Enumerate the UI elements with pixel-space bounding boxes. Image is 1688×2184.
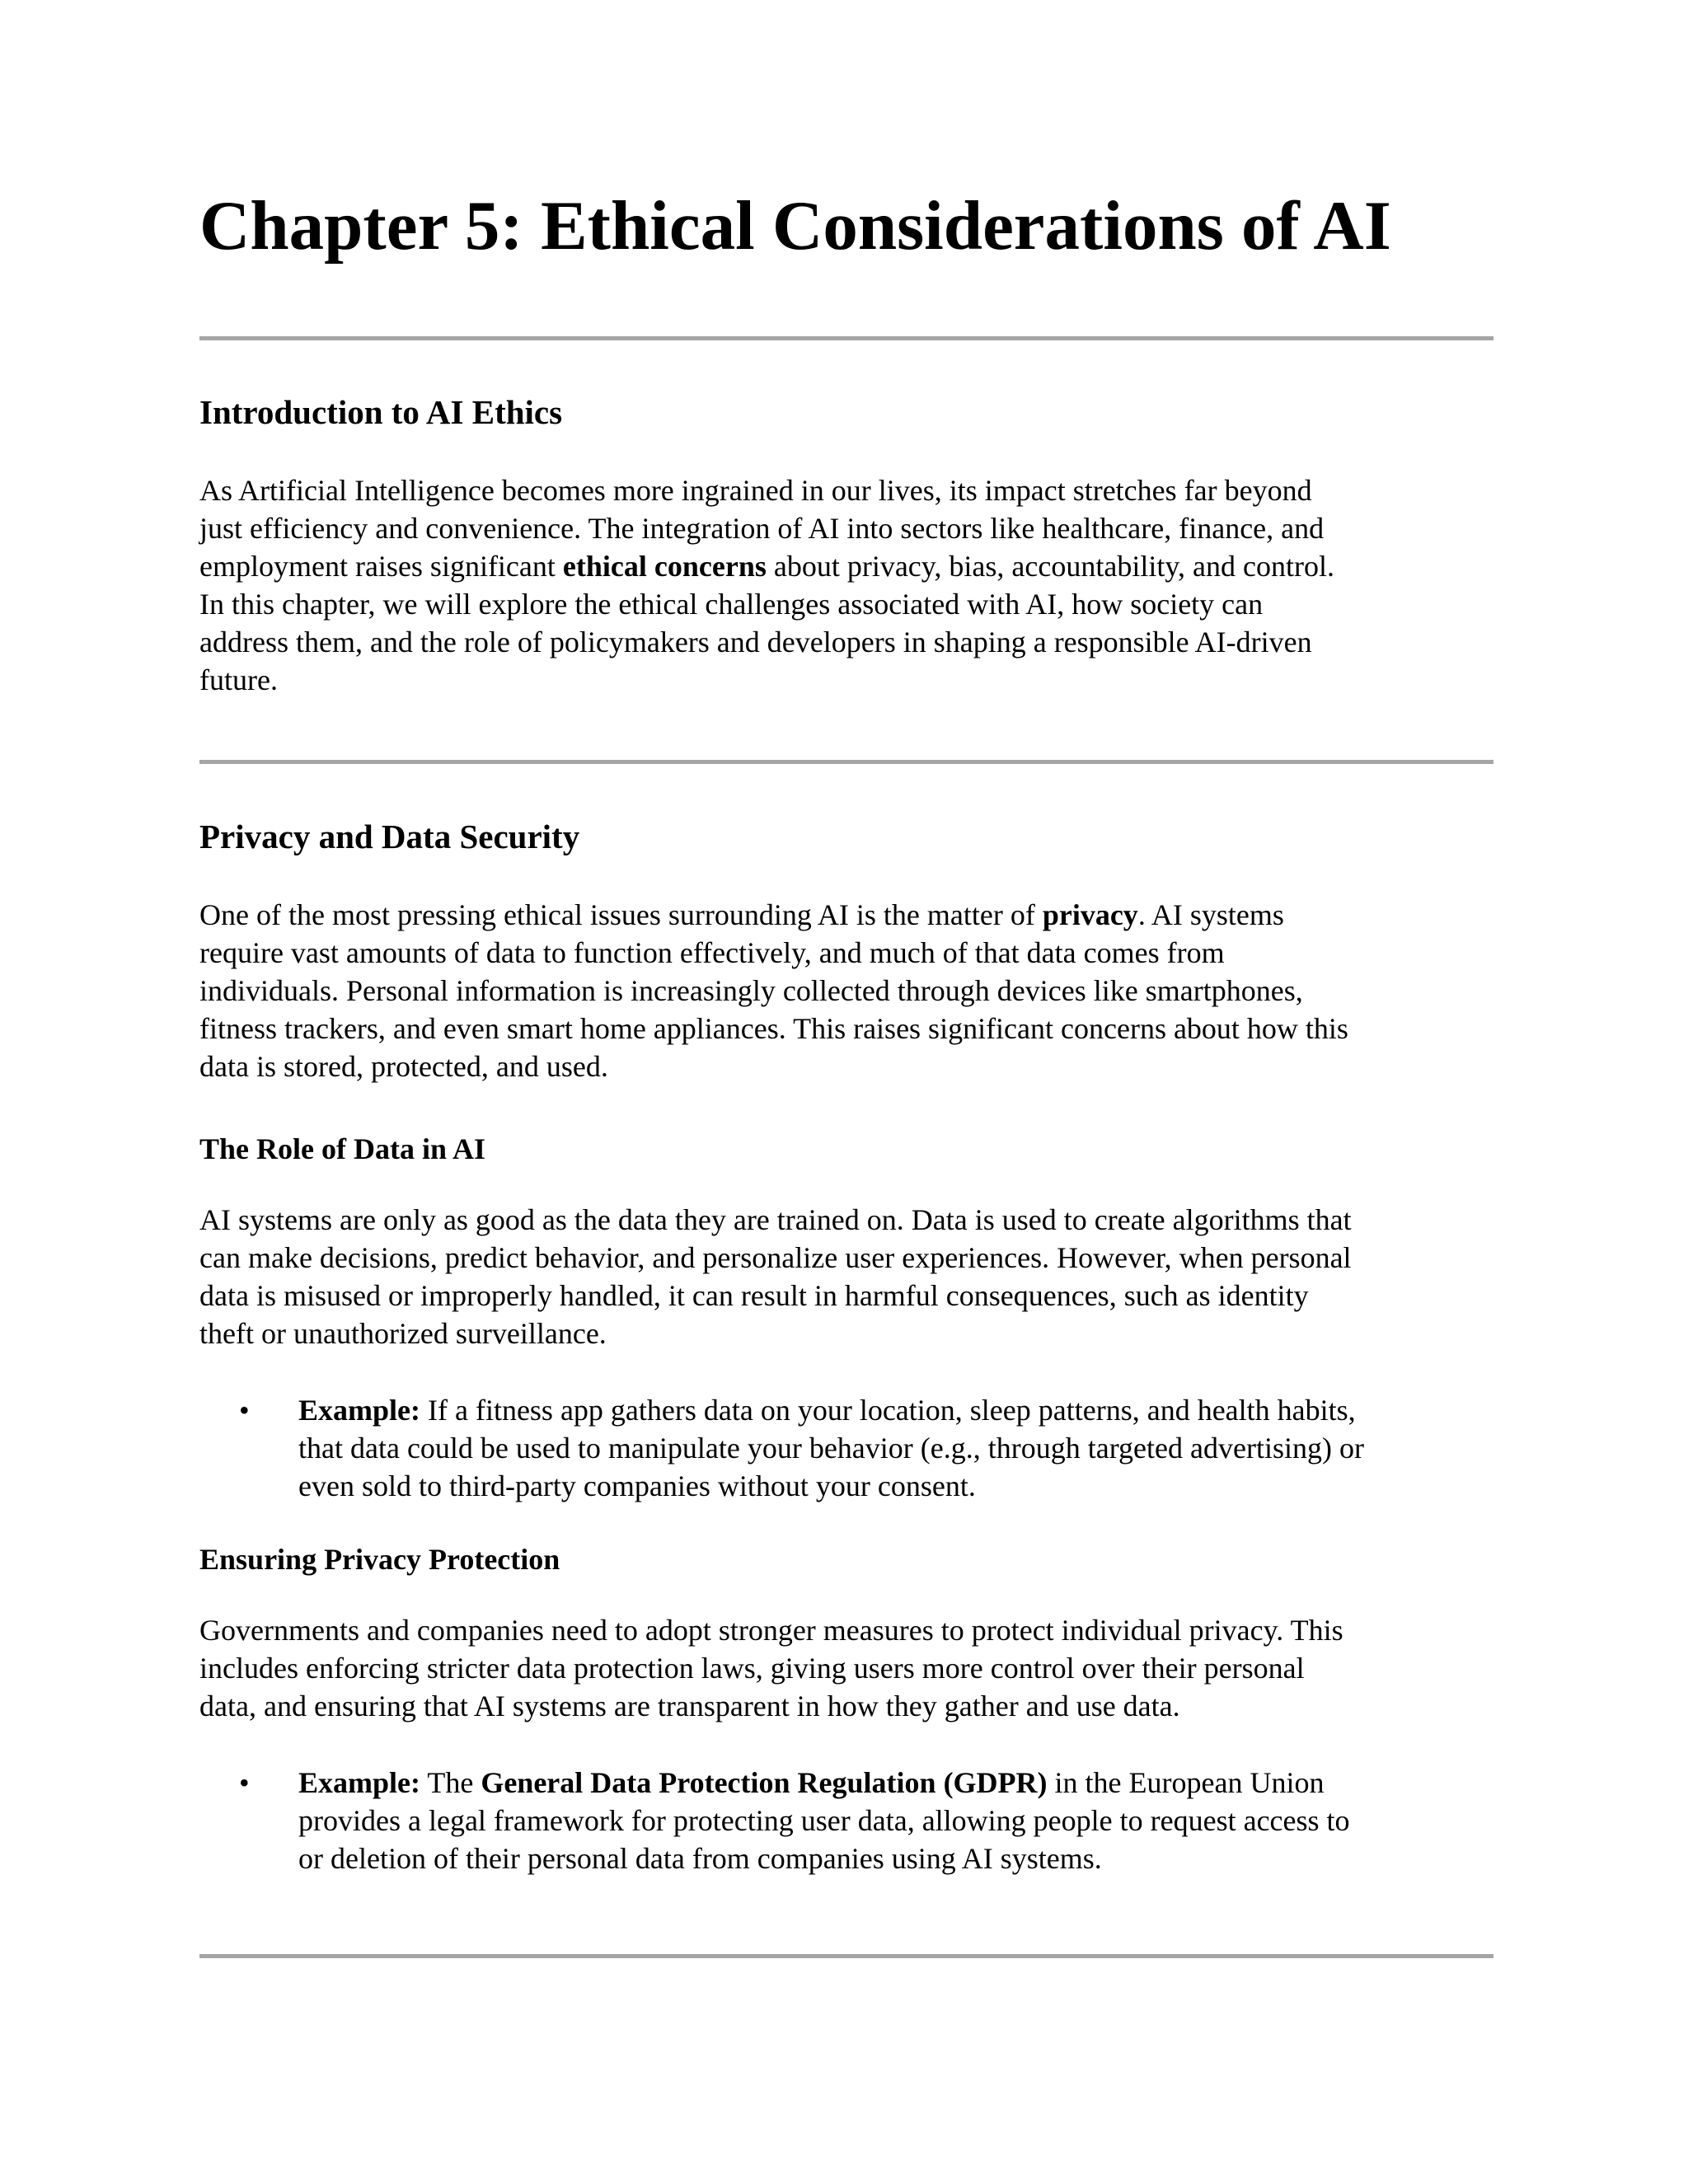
privacy-protection-paragraph — [199, 1611, 1493, 1725]
text-line — [298, 1391, 1502, 1429]
privacy-paragraph — [199, 896, 1493, 1085]
bullet-text — [298, 1764, 1502, 1877]
text-run: The — [420, 1766, 481, 1799]
text-run: in the European Union — [1047, 1766, 1325, 1799]
text-run: about privacy, bias, accountability, and control. — [766, 550, 1334, 583]
example-label: Example: — [298, 1394, 420, 1427]
role-of-data-paragraph — [199, 1201, 1493, 1352]
text-line: future. — [199, 663, 278, 696]
text-line: In this chapter, we will explore the ethical challenges associated with AI, how society can — [199, 588, 1264, 621]
text-line: theft or unauthorized surveillance. — [199, 1317, 607, 1350]
bold-term-ethical-concerns: ethical concerns — [562, 550, 767, 583]
bold-term-privacy: privacy — [1042, 898, 1138, 931]
text-run: If a fitness app gathers data on your location, sleep patterns, and health habits, — [420, 1394, 1356, 1427]
section-heading-privacy: Privacy and Data Security — [199, 818, 580, 855]
section-divider — [199, 336, 1493, 340]
text-line: individuals. Personal information is increasingly collected through devices like smartphones, — [199, 974, 1303, 1007]
introduction-paragraph — [199, 471, 1493, 699]
text-line — [298, 1764, 1502, 1802]
bullet-icon: • — [239, 1394, 250, 1427]
chapter-title: Chapter 5: Ethical Considerations of AI — [199, 187, 1391, 265]
text-line: Governments and companies need to adopt stronger measures to protect individual privacy. This — [199, 1614, 1343, 1647]
text-line: AI systems are only as good as the data they are trained on. Data is used to create algorithms that — [199, 1203, 1352, 1236]
section-divider — [199, 760, 1493, 764]
text-line: data is stored, protected, and used. — [199, 1050, 608, 1083]
text-line: require vast amounts of data to function effectively, and much of that data comes from — [199, 936, 1225, 969]
subsection-heading-role-of-data: The Role of Data in AI — [199, 1132, 486, 1165]
text-run: employment raises significant — [199, 550, 563, 583]
section-divider — [199, 1954, 1493, 1958]
text-run: . AI systems — [1137, 898, 1284, 931]
bold-term-gdpr: General Data Protection Regulation (GDPR) — [481, 1766, 1048, 1799]
text-line: provides a legal framework for protecting user data, allowing people to request access to — [298, 1804, 1350, 1837]
text-line: that data could be used to manipulate your behavior (e.g., through targeted advertising) or — [298, 1432, 1364, 1465]
text-line: data is misused or improperly handled, it can result in harmful consequences, such as identity — [199, 1279, 1309, 1312]
text-line: even sold to third-party companies without your consent. — [298, 1469, 976, 1502]
section-heading-introduction: Introduction to AI Ethics — [199, 393, 563, 431]
text-line — [199, 547, 1493, 585]
text-line: can make decisions, predict behavior, and personalize user experiences. However, when personal — [199, 1241, 1352, 1274]
text-line: data, and ensuring that AI systems are transparent in how they gather and use data. — [199, 1690, 1180, 1722]
text-line — [199, 896, 1493, 934]
bullet-icon: • — [239, 1766, 250, 1799]
text-line: includes enforcing stricter data protection laws, giving users more control over their personal — [199, 1652, 1305, 1685]
text-line: just efficiency and convenience. The integration of AI into sectors like healthcare, finance, and — [199, 512, 1325, 545]
text-line: As Artificial Intelligence becomes more ingrained in our lives, its impact stretches far beyond — [199, 474, 1312, 507]
bullet-text — [298, 1391, 1502, 1505]
text-line: fitness trackers, and even smart home appliances. This raises significant concerns about how this — [199, 1012, 1348, 1045]
text-line: address them, and the role of policymakers and developers in shaping a responsible AI-driven — [199, 626, 1312, 658]
subsection-heading-privacy-protection: Ensuring Privacy Protection — [199, 1543, 560, 1576]
example-label: Example: — [298, 1766, 420, 1799]
text-line: or deletion of their personal data from companies using AI systems. — [298, 1842, 1102, 1875]
text-run: One of the most pressing ethical issues surrounding AI is the matter of — [199, 898, 1043, 931]
